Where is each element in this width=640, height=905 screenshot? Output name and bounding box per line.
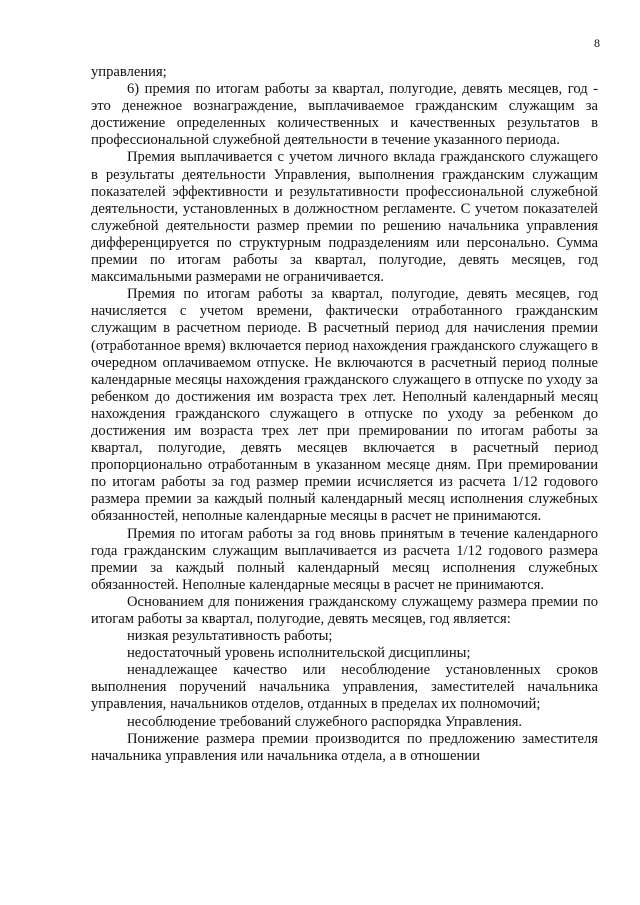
paragraph: Премия по итогам работы за год вновь принятым в течение календарного года гражданским служащим выплачивается из расчета 1/12 годового размера премии за каждый полный календарный месяц исполнения служебных обязанностей. Неполные календарные месяцы в расчет не принимаются. bbox=[91, 525, 598, 593]
paragraph: 6) премия по итогам работы за квартал, полугодие, девять месяцев, год - это денежное вознаграждение, выплачиваемое гражданским служащим за достижение определенных количественных и качественных результатов в профессиональной служебной деятельности в течение указанного периода. bbox=[91, 81, 598, 149]
list-item: низкая результативность работы; bbox=[127, 628, 333, 645]
page-number: 8 bbox=[594, 36, 600, 50]
paragraph: Понижение размера премии производится по предложению заместителя начальника управления или начальника отдела, а в отношении bbox=[91, 730, 598, 764]
paragraph: ненадлежащее качество или несоблюдение установленных сроков выполнения поручений начальника управления, заместителей начальника управления, начальников отделов, отданных в пределах их полномочий; bbox=[91, 662, 598, 713]
list-item: несоблюдение требований служебного распорядка Управления. bbox=[127, 713, 523, 730]
paragraph: управления; bbox=[91, 64, 167, 80]
paragraph: Премия по итогам работы за квартал, полугодие, девять месяцев, год начисляется с учетом времени, фактически отработанного гражданским служащим в расчетном периоде. В расчетный период для начисления премии (отработанное время) включается период нахождения гражданского служащего в очередном оплачиваемом отпуске. Не включаются в расчетный период полные календарные месяцы нахождения гражданского служащего в отпуске по уходу за ребенком до достижения им возраста трех лет. Неполный календарный месяц нахождения гражданского служащего в отпуске по уходу за ребенком до достижения им возраста трех лет при премировании по итогам работы за квартал, полугодие, девять месяцев включается в расчетный период пропорционально отработанным в указанном месяце дням. При премировании по итогам работы за год размер премии исчисляется из расчета 1/12 годового размера премии за каждый полный календарный месяц исполнения служебных обязанностей, неполные календарные месяцы в расчет не принимаются. bbox=[91, 286, 598, 525]
paragraph: Премия выплачивается с учетом личного вклада гражданского служащего в результаты деятельности Управления, выполнения гражданским служащим показателей эффективности и результативности профессиональной служебной деятельности, установленных в должностном регламенте. С учетом показателей служебной деятельности размер премии по решению начальника управления дифференцируется по структурным подразделениям или персонально. Сумма премии по итогам работы за квартал, полугодие, девять месяцев, год максимальными размерами не ограничивается. bbox=[91, 149, 598, 286]
list-item: недостаточный уровень исполнительской дисциплины; bbox=[127, 645, 471, 662]
document-body bbox=[91, 64, 598, 765]
paragraph: Основанием для понижения гражданскому служащему размера премии по итогам работы за квартал, полугодие, девять месяцев, год является: bbox=[91, 593, 598, 627]
